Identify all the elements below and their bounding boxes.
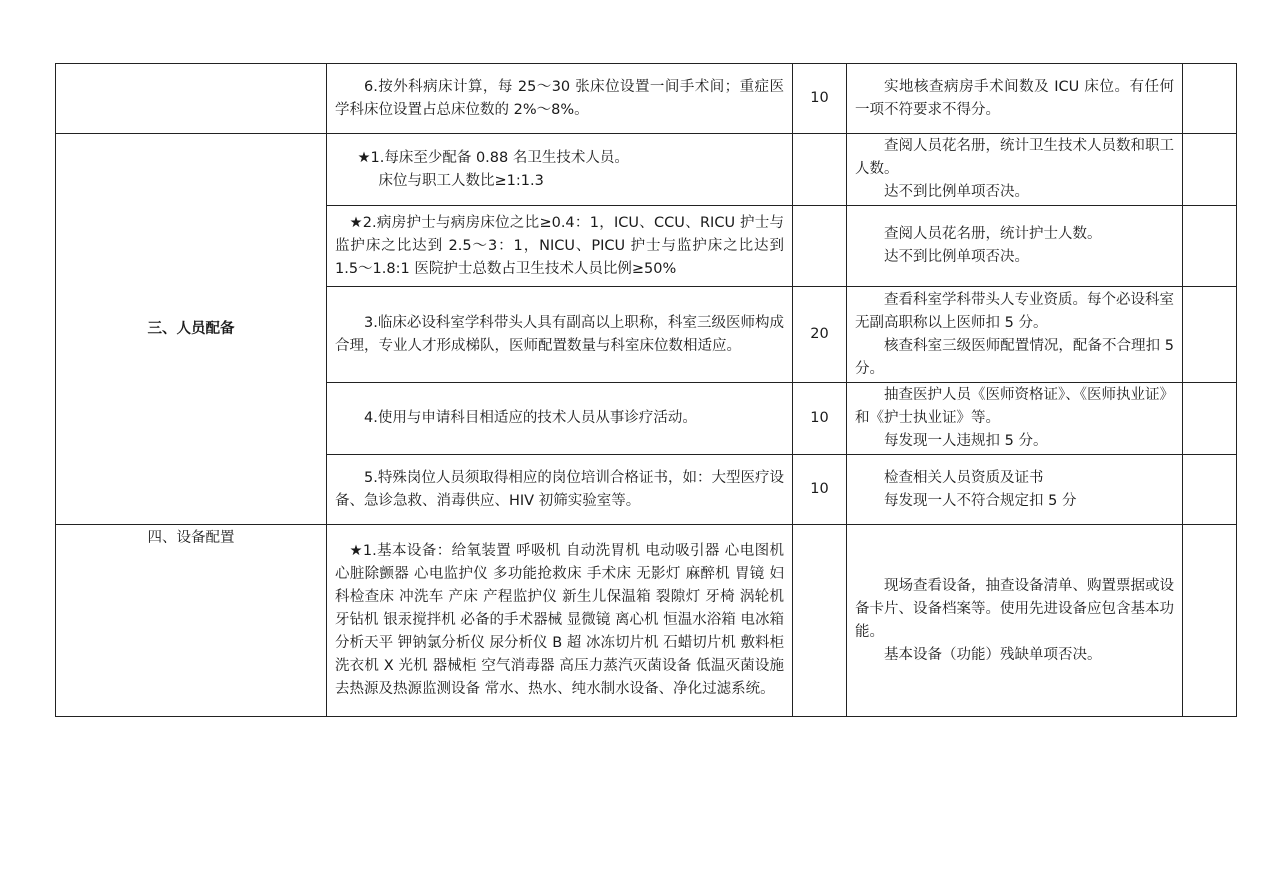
requirement-text: ★1.每床至少配备 0.88 名卫生技术人员。	[357, 149, 629, 166]
score-cell: 10	[793, 64, 847, 134]
remark-cell	[1183, 287, 1237, 383]
requirement-cell	[327, 287, 793, 383]
remark-cell	[1183, 525, 1237, 717]
method-text: 每发现一人违规扣 5 分。	[884, 433, 1048, 449]
requirement-cell	[327, 64, 793, 134]
category-cell-personnel: 三、人员配备	[56, 134, 327, 525]
method-cell	[847, 134, 1183, 206]
method-text: 查阅人员花名册，统计护士人数。	[884, 226, 1102, 242]
requirement-cell	[327, 525, 793, 717]
requirement-text: ★2.病房护士与病房床位之比≥0.4：1，ICU、CCU、RICU 护士与监护床之比达到 2.5～3：1，NICU、PICU 护士与监护床之比达到 1.5～1.8:1 医院护士总数占卫生技术人员比例≥50%	[335, 214, 784, 277]
method-text: 查看科室学科带头人专业资质。每个必设科室无副高职称以上医师扣 5 分。	[855, 291, 1174, 331]
table-row	[56, 525, 1237, 717]
method-text: 实地核查病房手术间数及 ICU 床位。有任何一项不符要求不得分。	[855, 78, 1174, 118]
method-cell	[847, 383, 1183, 455]
requirement-text: 6.按外科病床计算，每 25～30 张床位设置一间手术间；重症医学科床位设置占总床位数的 2%～8%。	[335, 78, 784, 118]
method-text: 现场查看设备，抽查设备清单、购置票据或设备卡片、设备档案等。使用先进设备应包含基本功能。	[855, 577, 1174, 640]
table-row	[56, 64, 1237, 134]
remark-cell	[1183, 206, 1237, 287]
score-cell: 10	[793, 383, 847, 455]
category-cell-equipment: 四、设备配置	[56, 525, 327, 717]
requirement-cell	[327, 206, 793, 287]
method-text: 基本设备（功能）残缺单项否决。	[884, 646, 1102, 663]
remark-cell	[1183, 383, 1237, 455]
remark-cell	[1183, 64, 1237, 134]
requirement-text: ★1.基本设备：给氧装置 呼吸机 自动洗胃机 电动吸引器 心电图机 心脏除颤器 心电监护仪 多功能抢救床 手术床 无影灯 麻醉机 胃镜 妇科检查床 冲洗车 产床 产程监护仪 新生儿保温箱 裂隙灯 牙椅 涡轮机 牙钻机 银汞搅拌机 必备的手术器械 显微镜 离心机 恒温水浴箱 电冰箱 分析天平 钾钠氯分析仪 尿分析仪 B 超 冰冻切片机 石蜡切片机 敷料柜 洗衣机 X 光机 器械柜 空气消毒器 高压力蒸汽灭菌设备 低温灭菌设施 去热源及热源监测设备 常水、热水、纯水制水设备、净化过滤系统。	[335, 543, 784, 697]
method-text: 达不到比例单项否决。	[884, 249, 1029, 265]
requirement-cell	[327, 134, 793, 206]
score-cell: 20	[793, 287, 847, 383]
score-cell	[793, 206, 847, 287]
score-cell: 10	[793, 455, 847, 525]
requirement-text: 3.临床必设科室学科带头人具有副高以上职称，科室三级医师构成合理，专业人才形成梯队，医师配置数量与科室床位数相适应。	[335, 314, 784, 354]
remark-cell	[1183, 134, 1237, 206]
requirement-cell	[327, 455, 793, 525]
method-cell	[847, 455, 1183, 525]
score-cell	[793, 525, 847, 717]
method-text: 核查科室三级医师配置情况，配备不合理扣 5 分。	[855, 337, 1174, 377]
method-cell	[847, 64, 1183, 134]
requirement-cell	[327, 383, 793, 455]
requirement-text: 4.使用与申请科目相适应的技术人员从事诊疗活动。	[364, 410, 697, 426]
assessment-table	[55, 63, 1237, 717]
method-text: 检查相关人员资质及证书	[884, 469, 1044, 486]
method-cell	[847, 525, 1183, 717]
table-row	[56, 134, 1237, 206]
method-text: 查阅人员花名册，统计卫生技术人员数和职工人数。	[855, 138, 1174, 177]
method-text: 抽查医护人员《医师资格证》、《医师执业证》和《护士执业证》等。	[855, 387, 1174, 426]
method-text: 达不到比例单项否决。	[884, 184, 1029, 200]
method-text: 每发现一人不符合规定扣 5 分	[884, 492, 1077, 509]
category-cell	[56, 64, 327, 134]
requirement-text: 床位与职工人数比≥1:1.3	[378, 172, 544, 189]
score-cell	[793, 134, 847, 206]
requirement-text: 5.特殊岗位人员须取得相应的岗位培训合格证书，如：大型医疗设备、急诊急救、消毒供应、HIV 初筛实验室等。	[335, 469, 784, 509]
method-cell	[847, 206, 1183, 287]
remark-cell	[1183, 455, 1237, 525]
method-cell	[847, 287, 1183, 383]
